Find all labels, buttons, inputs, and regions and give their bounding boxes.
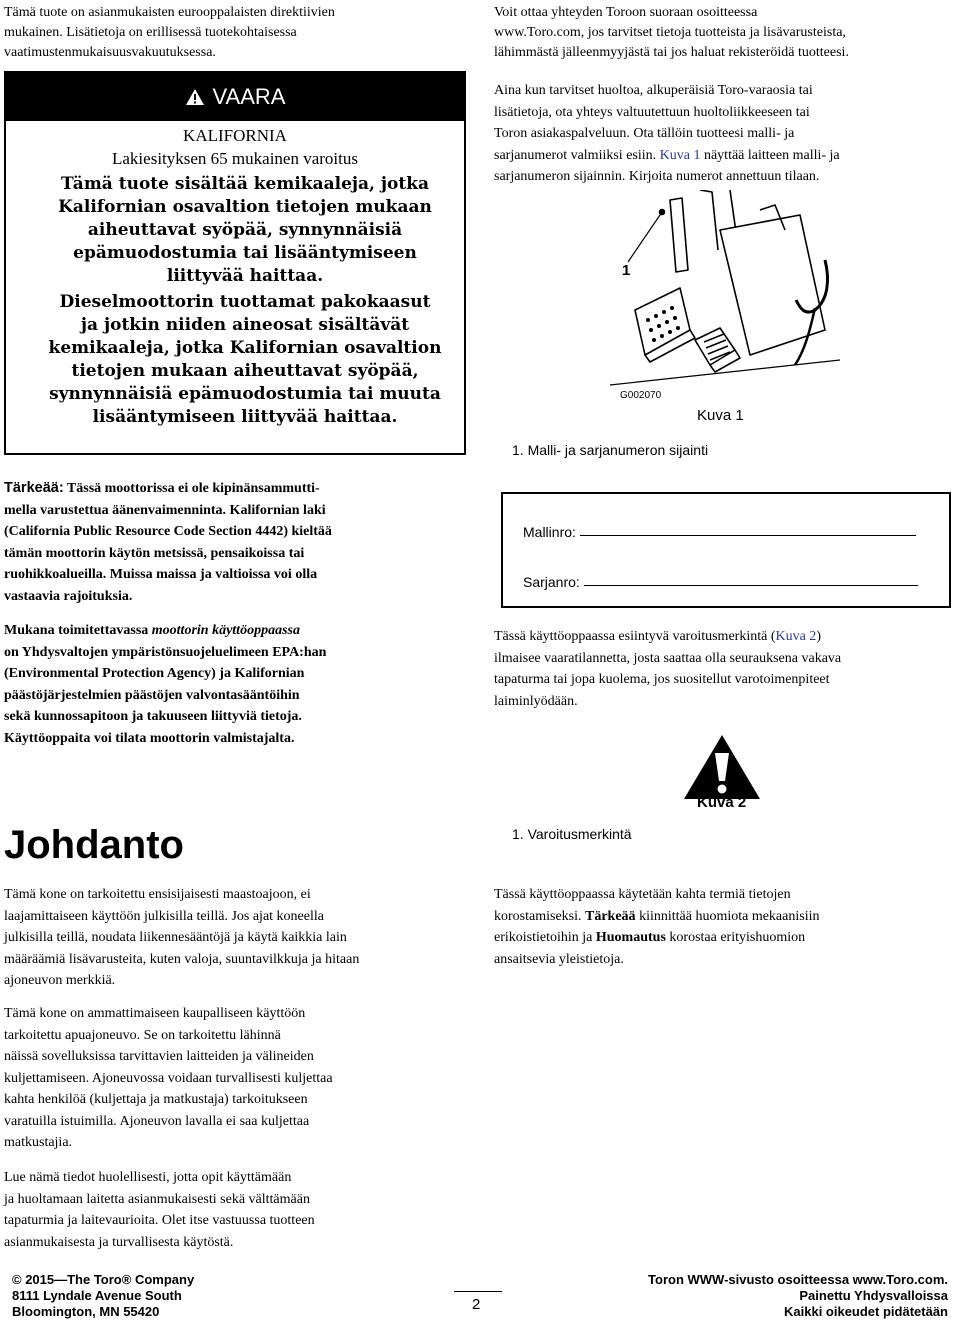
body-line: määräämiä lisävarusteita, kuten valoja, suuntavilkkuja ja hitaan [4, 951, 360, 967]
page-number-rule [454, 1291, 502, 1292]
term-important: Tärkeää [585, 908, 636, 924]
body-line: julkisilla teillä, noudata liikennesääntöjä ja käytä kaikkia lain [4, 930, 347, 945]
body-line: kiinnittää huomiota mekaanisiin [635, 908, 820, 924]
warning-law: Lakiesityksen 65 mukainen varoitus [112, 149, 358, 168]
body-line: asianmukaisesta ja turvallisesta käytöstä. [4, 1234, 234, 1250]
warning-paragraph-1 [6, 173, 464, 288]
intro-line: mukainen. Lisätietoja on erillisessä tuotekohtaisessa [4, 25, 297, 40]
warning-line: lisääntymiseen liittyvää haittaa. [92, 407, 398, 427]
intro-line: Tämä tuote on asianmukaisten eurooppalaisten direktiivien [4, 5, 335, 20]
warning-header-label: VAARA [212, 84, 286, 109]
figure-2-legend: 1. Varoitusmerkintä [512, 826, 632, 842]
warning-header [6, 73, 464, 121]
footer-line: © 2015—The Toro® Company [12, 1272, 195, 1287]
serial-number-row [523, 574, 918, 590]
manual-line: Mukana toimitettavassa [4, 623, 152, 638]
serial-location-illustration [600, 190, 840, 405]
footer-line: 8111 Lyndale Avenue South [12, 1288, 182, 1303]
serial-number-field[interactable] [584, 584, 918, 586]
figure-1-link[interactable]: Kuva 1 [659, 147, 701, 163]
figure-1-code: G002070 [620, 390, 662, 401]
body-line: näyttää laitteen malli- ja [700, 147, 840, 163]
body-line: erikoistietoihin ja [494, 930, 596, 945]
important-note [4, 478, 469, 607]
model-number-label: Mallinro: [523, 524, 576, 540]
body-line: ansaitsevia yleistietoja. [494, 951, 624, 967]
intro-paragraph-3 [4, 1167, 469, 1253]
warning-line: liittyvää haittaa. [166, 266, 324, 286]
figure-2-link[interactable]: Kuva 2 [775, 629, 817, 644]
warning-line: tietojen mukaan aiheuttavat syöpää, [71, 361, 419, 381]
body-line: korostaa erityishuomion [665, 930, 806, 945]
warning-line: kemikaaleja, jotka Kalifornian osavaltion [48, 338, 442, 358]
serial-number-label: Sarjanro: [523, 574, 580, 590]
body-line: Voit ottaa yhteyden Toroon suoraan osoitteessa [494, 5, 758, 20]
intro-paragraph [4, 3, 464, 63]
body-line: Tämä kone on ammattimaiseen kaupalliseen käyttöön [4, 1006, 306, 1021]
body-line: lähimmästä jälleenmyyjästä tai jos haluat rekisteröidä tuotteesi. [494, 45, 849, 60]
body-line: sarjanumeron sijainnin. Kirjoita numerot annettuun tilaan. [494, 169, 820, 184]
body-line: laiminlyödään. [494, 693, 578, 709]
term-note: Huomautus [595, 930, 666, 945]
intro-paragraph-1 [4, 884, 469, 992]
engine-manual-title: moottorin käyttöoppaassa [151, 623, 300, 638]
warning-line: Dieselmoottorin tuottamat pakokaasut [59, 292, 431, 312]
model-serial-box [501, 492, 951, 608]
contact-paragraph [494, 3, 956, 63]
body-line: Tässä käyttöoppaassa käytetään kahta termiä tietojen [494, 887, 791, 902]
body-line: tapaturma tai jopa kuolema, jos suositellut varotoimenpiteet [494, 672, 830, 687]
important-label: Tärkeää: [4, 480, 64, 496]
warning-line: epämuodostumia tai lisääntymiseen [73, 243, 417, 263]
warning-paragraph-2 [6, 291, 464, 429]
model-number-field[interactable] [580, 534, 916, 536]
important-line: tämän moottorin käytön metsissä, pensaikoissa tai [4, 545, 305, 561]
warning-line: Kalifornian osavaltion tietojen mukaan [58, 197, 432, 217]
footer-copyright [12, 1272, 194, 1320]
warning-line: Tämä tuote sisältää kemikaaleja, jotka [60, 174, 430, 194]
body-line: korostamiseksi. [494, 908, 585, 924]
body-line: ilmaisee vaaratilannetta, josta saattaa olla seurauksena vakava [494, 650, 842, 666]
california-warning-box [4, 71, 466, 455]
body-line: kahta henkilöä (kuljettaja ja matkustaja) tarkoitukseen [4, 1092, 308, 1107]
terms-paragraph [494, 884, 956, 970]
warning-line: synnynnäisiä epämuodostumia tai muuta [49, 384, 441, 404]
body-line: varatuilla istuimilla. Ajoneuvon lavalla ei saa kuljettaa [4, 1113, 310, 1129]
body-line: Tässä käyttöoppaassa esiintyvä varoitusmerkintä ( [494, 629, 776, 644]
body-line: lisätietoja, ota yhteys valtuutettuun huoltoliikkeeseen tai [494, 104, 810, 120]
important-line: Tässä moottorissa ei ole kipinänsammutti- [63, 481, 320, 496]
warning-line: aiheuttavat syöpää, synnynnäisiä [87, 220, 403, 240]
warning-state: KALIFORNIA [183, 126, 287, 145]
safety-symbol-paragraph [494, 626, 956, 712]
engine-manual-note [4, 620, 469, 749]
intro-paragraph-2 [4, 1003, 469, 1154]
body-line: ) [816, 629, 821, 644]
section-title: Johdanto [4, 823, 184, 867]
figure-1-caption: Kuva 1 [697, 407, 744, 424]
important-line: mella varustettua äänenvaimenninta. Kalifornian laki [4, 502, 326, 518]
body-line: näissä sovelluksissa tarvittavien laitteiden ja välineiden [4, 1049, 314, 1064]
service-paragraph [494, 80, 956, 188]
body-line: ajoneuvon merkkiä. [4, 973, 116, 988]
manual-line: sekä kunnossapitoon ja takuuseen liittyviä tietoja. [4, 709, 302, 724]
body-line: ja huoltamaan laitetta asianmukaisesti sekä välttämään [4, 1191, 310, 1207]
body-line: tarkoitettu apuajoneuvo. Se on tarkoitettu lähinnä [4, 1027, 281, 1043]
body-line: matkustajia. [4, 1135, 73, 1150]
body-line: tapaturmia ja laitevaurioita. Olet itse vastuussa tuotteen [4, 1213, 315, 1228]
footer-line: Bloomington, MN 55420 [12, 1304, 160, 1319]
body-line: www.Toro.com, jos tarvitset tietoja tuotteista ja lisävarusteista, [494, 25, 846, 40]
body-line: laajamittaiseen käyttöön julkisilla teillä. Jos ajat koneella [4, 908, 324, 924]
body-line: Toron asiakaspalveluun. Ota tällöin tuotteesi malli- ja [494, 126, 795, 141]
intro-line: vaatimustenmukaisuusvakuutuksessa. [4, 45, 216, 60]
manual-line: on Yhdysvaltojen ympäristönsuojeluelimeen EPA:han [4, 644, 327, 660]
important-line: (California Public Resource Code Section 4442) kieltää [4, 524, 332, 539]
body-line: Aina kun tarvitset huoltoa, alkuperäisiä Toro-varaosia tai [494, 83, 813, 98]
figure-1-callout-number: 1 [622, 262, 631, 279]
body-line: Tämä kone on tarkoitettu ensisijaisesti maastoajoon, ei [4, 887, 311, 902]
page-number: 2 [472, 1296, 481, 1313]
body-line: sarjanumerot valmiiksi esiin. [494, 147, 660, 163]
warning-triangle-icon [185, 88, 205, 106]
safety-alert-icon [682, 733, 762, 801]
footer-line: Toron WWW-sivusto osoitteessa www.Toro.com. [648, 1272, 948, 1287]
important-line: ruohikkoalueilla. Muissa maissa ja valtioissa voi olla [4, 567, 318, 582]
figure-1-legend: 1. Malli- ja sarjanumeron sijainti [512, 442, 709, 458]
important-line: vastaavia rajoituksia. [4, 588, 133, 604]
footer-website [648, 1272, 948, 1320]
warning-line: ja jotkin niiden aineosat sisältävät [80, 315, 410, 335]
manual-line: päästöjärjestelmien päästöjen valvontasääntöihin [4, 687, 300, 703]
figure-2-caption: Kuva 2 [697, 794, 747, 811]
footer-line: Kaikki oikeudet pidätetään [784, 1304, 948, 1319]
model-number-row [523, 524, 916, 540]
manual-line: Käyttöoppaita voi tilata moottorin valmistajalta. [4, 730, 295, 746]
body-line: Lue nämä tiedot huolellisesti, jotta opit käyttämään [4, 1170, 292, 1185]
manual-line: (Environmental Protection Agency) ja Kalifornian [4, 666, 305, 681]
footer-line: Painettu Yhdysvalloissa [799, 1288, 948, 1303]
body-line: kuljettamiseen. Ajoneuvossa voidaan turvallisesti kuljettaa [4, 1070, 333, 1086]
